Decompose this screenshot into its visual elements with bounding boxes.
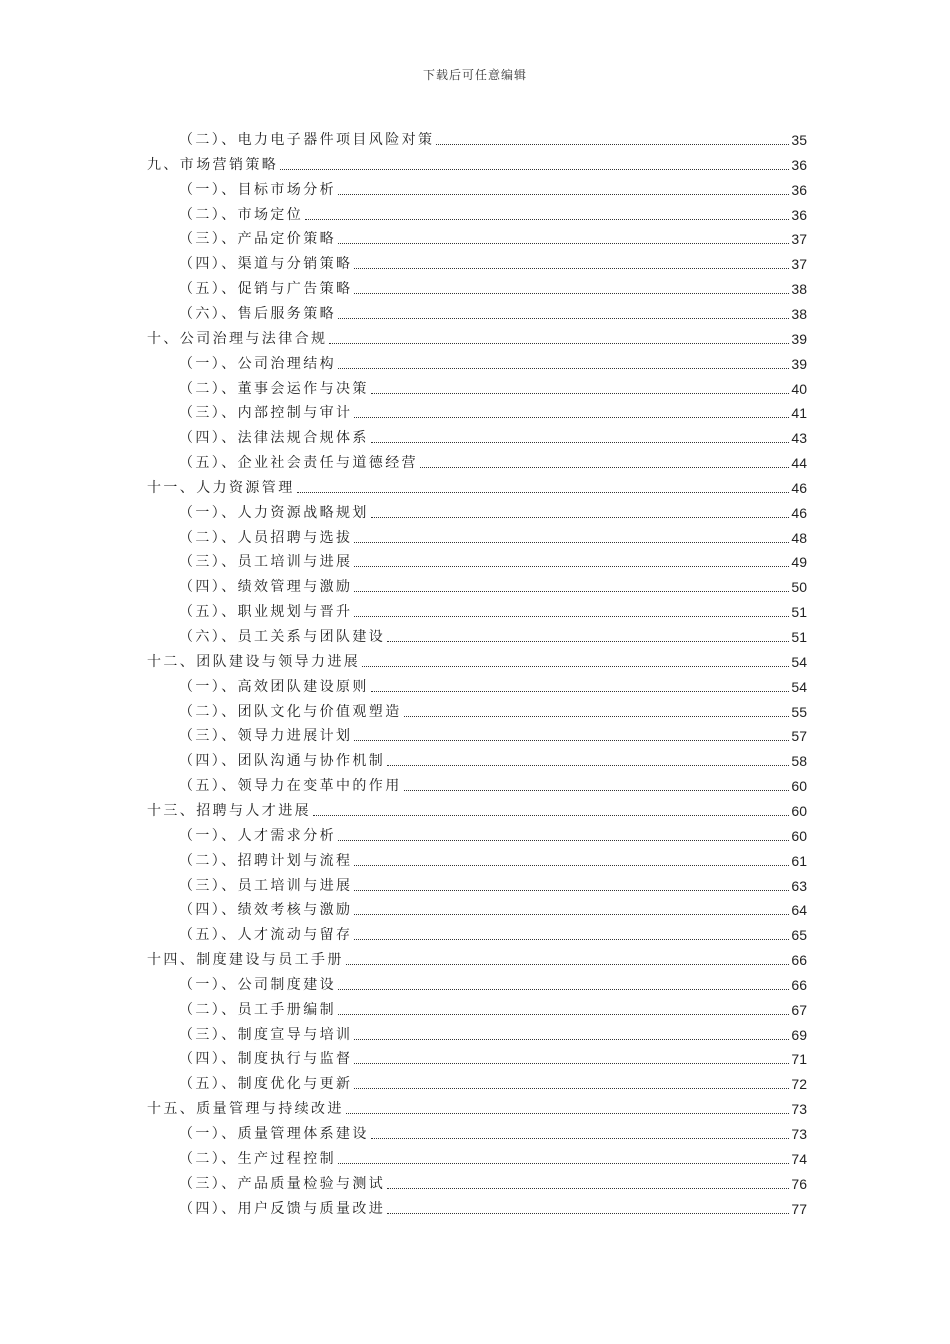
toc-page-number: 40 [791, 380, 807, 397]
toc-page-number: 46 [791, 479, 807, 496]
toc-dot-leader [371, 392, 790, 394]
toc-page-number: 37 [791, 231, 807, 248]
toc-section-entry[interactable] [179, 773, 807, 795]
toc-dot-leader [371, 690, 790, 692]
toc-dot-leader [387, 640, 789, 642]
toc-page-number: 39 [791, 330, 807, 347]
toc-section-entry[interactable] [179, 549, 807, 571]
toc-entry-title: （一）、人才需求分析 [179, 827, 336, 844]
toc-entry-title: （四）、绩效管理与激励 [179, 579, 353, 596]
toc-page-number: 66 [791, 976, 807, 993]
toc-page-number: 50 [791, 579, 807, 596]
toc-entry-title: （四）、绩效考核与激励 [179, 902, 353, 919]
toc-section-entry[interactable] [179, 276, 807, 298]
toc-entry-title: （五）、企业社会责任与道德经营 [179, 455, 418, 472]
toc-page-number: 73 [791, 1101, 807, 1118]
toc-section-entry[interactable] [179, 450, 807, 472]
toc-entry-title: （一）、高效团队建设原则 [179, 678, 369, 695]
toc-entry-title: （四）、团队沟通与协作机制 [179, 753, 386, 770]
toc-section-entry[interactable] [179, 1121, 807, 1143]
toc-section-entry[interactable] [179, 922, 807, 944]
toc-dot-leader [305, 218, 789, 220]
toc-entry-title: 十二、团队建设与领导力进展 [147, 653, 361, 670]
toc-dot-leader [297, 491, 790, 493]
toc-dot-leader [338, 1013, 789, 1015]
toc-page-number: 61 [791, 852, 807, 869]
toc-page-number: 44 [791, 455, 807, 472]
toc-page-number: 72 [791, 1076, 807, 1093]
toc-page-number: 60 [791, 802, 807, 819]
toc-page-number: 38 [791, 305, 807, 322]
toc-entry-title: 十一、人力资源管理 [147, 479, 295, 496]
toc-entry-title: 十三、招聘与人才进展 [147, 802, 311, 819]
toc-dot-leader [338, 367, 789, 369]
toc-dot-leader [338, 988, 789, 990]
toc-dot-leader [313, 814, 789, 816]
toc-entry-title: （二）、人员招聘与选拔 [179, 529, 353, 546]
toc-entry-title: （二）、生产过程控制 [179, 1150, 336, 1167]
toc-page-number: 54 [791, 678, 807, 695]
toc-section-entry[interactable] [179, 351, 807, 373]
toc-entry-title: （四）、制度执行与监督 [179, 1051, 353, 1068]
toc-dot-leader [404, 715, 790, 717]
toc-dot-leader [354, 889, 789, 891]
toc-page-number: 35 [791, 132, 807, 148]
toc-chapter-entry[interactable] [147, 947, 807, 969]
toc-dot-leader [354, 739, 789, 741]
toc-page-number: 71 [791, 1051, 807, 1068]
toc-dot-leader [354, 565, 789, 567]
toc-entry-title: （三）、领导力进展计划 [179, 728, 353, 745]
toc-entry-title: （二）、市场定位 [179, 206, 304, 223]
toc-entry-title: （五）、促销与广告策略 [179, 281, 353, 298]
toc-entry-title: （五）、领导力在变革中的作用 [179, 778, 402, 795]
toc-entry-title: （五）、制度优化与更新 [179, 1076, 353, 1093]
toc-section-entry[interactable] [179, 723, 807, 745]
toc-page-number: 38 [791, 281, 807, 298]
toc-dot-leader [338, 193, 789, 195]
toc-dot-leader [354, 541, 789, 543]
toc-entry-title: （三）、内部控制与审计 [179, 405, 353, 422]
toc-dot-leader [354, 615, 789, 617]
toc-entry-title: （二）、团队文化与价值观塑造 [179, 703, 402, 720]
toc-dot-leader [387, 1212, 789, 1214]
toc-page-number: 57 [791, 728, 807, 745]
toc-entry-title: （一）、目标市场分析 [179, 181, 336, 198]
toc-entry-title: （三）、员工培训与进展 [179, 554, 353, 571]
toc-entry-title: 十、公司治理与法律合规 [147, 330, 328, 347]
toc-section-entry[interactable] [179, 699, 807, 721]
toc-entry-title: （四）、渠道与分销策略 [179, 256, 353, 273]
toc-entry-title: （四）、法律法规合规体系 [179, 430, 369, 447]
toc-page-number: 55 [791, 703, 807, 720]
toc-chapter-entry[interactable] [147, 1096, 807, 1118]
toc-dot-leader [387, 1187, 789, 1189]
toc-entry-title: （一）、公司治理结构 [179, 355, 336, 372]
toc-section-entry[interactable] [179, 1071, 807, 1093]
toc-entry-title: （六）、售后服务策略 [179, 305, 336, 322]
toc-section-entry[interactable] [179, 1196, 807, 1218]
toc-section-entry[interactable] [179, 400, 807, 422]
toc-dot-leader [420, 466, 789, 468]
toc-entry-title: （三）、产品定价策略 [179, 231, 336, 248]
toc-section-entry[interactable] [179, 574, 807, 596]
toc-dot-leader [329, 342, 789, 344]
toc-page-number: 37 [791, 256, 807, 273]
toc-page-number: 49 [791, 554, 807, 571]
toc-page-number: 60 [791, 778, 807, 795]
toc-section-entry[interactable] [179, 500, 807, 522]
toc-entry-title: （五）、人才流动与留存 [179, 927, 353, 944]
toc-dot-leader [346, 963, 790, 965]
toc-entry-title: （六）、员工关系与团队建设 [179, 629, 386, 645]
toc-page-number: 65 [791, 927, 807, 944]
toc-dot-leader [280, 168, 789, 170]
page-header: 下载后可任意编辑 [422, 68, 527, 82]
toc-dot-leader [404, 789, 790, 791]
toc-page-number: 36 [791, 156, 807, 173]
toc-dot-leader [338, 242, 789, 244]
toc-dot-leader [354, 1087, 789, 1089]
toc-dot-leader [354, 864, 789, 866]
toc-section-entry[interactable] [179, 674, 807, 696]
toc-dot-leader [338, 317, 789, 319]
toc-entry-title: （一）、质量管理体系建设 [179, 1126, 369, 1142]
toc-page-number: 73 [791, 1126, 807, 1142]
toc-entry-title: （二）、招聘计划与流程 [179, 852, 353, 869]
toc-page-number: 41 [791, 405, 807, 422]
toc-section-entry[interactable] [179, 972, 807, 994]
toc-entry-title: （四）、用户反馈与质量改进 [179, 1200, 386, 1217]
toc-dot-leader [387, 764, 789, 766]
toc-page-number: 58 [791, 753, 807, 770]
toc-entry-title: （一）、人力资源战略规划 [179, 504, 369, 521]
toc-section-entry[interactable] [179, 873, 807, 895]
toc-section-entry[interactable] [179, 177, 807, 199]
toc-dot-leader [354, 1062, 789, 1064]
toc-page-number: 74 [791, 1150, 807, 1167]
toc-page-number: 46 [791, 504, 807, 521]
toc-section-entry[interactable] [179, 1171, 807, 1193]
toc-dot-leader [354, 590, 789, 592]
toc-dot-leader [338, 1162, 789, 1164]
toc-section-entry[interactable] [179, 525, 807, 547]
toc-section-entry[interactable] [179, 301, 807, 323]
toc-dot-leader [354, 938, 789, 940]
toc-section-entry[interactable] [179, 251, 807, 273]
toc-page-number: 60 [791, 827, 807, 844]
toc-section-entry[interactable] [179, 1146, 807, 1168]
toc-section-entry[interactable] [179, 848, 807, 870]
toc-entry-title: （三）、员工培训与进展 [179, 877, 353, 894]
toc-page-number: 66 [791, 952, 807, 969]
toc-dot-leader [354, 1038, 789, 1040]
toc-chapter-entry[interactable] [147, 326, 807, 348]
toc-entry-title: （五）、职业规划与晋升 [179, 604, 353, 621]
toc-section-entry[interactable] [179, 202, 807, 224]
toc-section-entry[interactable] [179, 425, 807, 447]
toc-section-entry[interactable] [179, 226, 807, 248]
toc-entry-title: 十五、质量管理与持续改进 [147, 1101, 344, 1118]
toc-section-entry[interactable] [179, 997, 807, 1019]
toc-dot-leader [354, 913, 789, 915]
toc-chapter-entry[interactable] [147, 152, 807, 174]
toc-page-number: 63 [791, 877, 807, 894]
toc-section-entry[interactable] [179, 748, 807, 770]
toc-entry-title: 九、市场营销策略 [147, 156, 279, 173]
toc-entry-title: （二）、董事会运作与决策 [179, 380, 369, 397]
toc-page-number: 48 [791, 529, 807, 546]
toc-section-entry[interactable] [179, 823, 807, 845]
toc-dot-leader [362, 665, 789, 667]
toc-entry-title: （三）、产品质量检验与测试 [179, 1175, 386, 1192]
toc-section-entry[interactable] [179, 1046, 807, 1068]
toc-dot-leader [338, 839, 789, 841]
toc-chapter-entry[interactable] [147, 798, 807, 820]
toc-page-number: 39 [791, 355, 807, 372]
toc-section-entry[interactable] [179, 1022, 807, 1044]
toc-entry-title: （三）、制度宣导与培训 [179, 1026, 353, 1043]
toc-dot-leader [354, 416, 789, 418]
toc-page-number: 43 [791, 430, 807, 447]
toc-page-number: 36 [791, 206, 807, 223]
toc-section-entry[interactable] [179, 897, 807, 919]
toc-page-number: 77 [791, 1200, 807, 1217]
toc-page-number: 51 [791, 629, 807, 645]
toc-entry-title: （二）、员工手册编制 [179, 1001, 336, 1018]
toc-dot-leader [371, 1137, 790, 1139]
toc-dot-leader [371, 516, 790, 518]
toc-page-number: 36 [791, 181, 807, 198]
toc-page-number: 67 [791, 1001, 807, 1018]
toc-section-entry[interactable] [179, 624, 807, 646]
toc-entry-title: （二）、电力电子器件项目风险对策 [179, 132, 435, 148]
toc-page-number: 76 [791, 1175, 807, 1192]
toc-section-entry[interactable] [179, 599, 807, 621]
toc-entry-title: （一）、公司制度建设 [179, 976, 336, 993]
toc-chapter-entry[interactable] [147, 475, 807, 497]
toc-section-entry[interactable] [179, 376, 807, 398]
toc-dot-leader [371, 441, 790, 443]
toc-dot-leader [346, 1112, 790, 1114]
toc-entry-title: 十四、制度建设与员工手册 [147, 952, 344, 969]
toc-page-number: 64 [791, 902, 807, 919]
toc-dot-leader [436, 143, 789, 145]
toc-dot-leader [354, 292, 789, 294]
toc-page-number: 51 [791, 604, 807, 621]
toc-section-entry[interactable] [179, 127, 807, 149]
toc-page-number: 69 [791, 1026, 807, 1043]
toc-chapter-entry[interactable] [147, 649, 807, 671]
toc-dot-leader [354, 267, 789, 269]
toc-page-number: 54 [791, 653, 807, 670]
